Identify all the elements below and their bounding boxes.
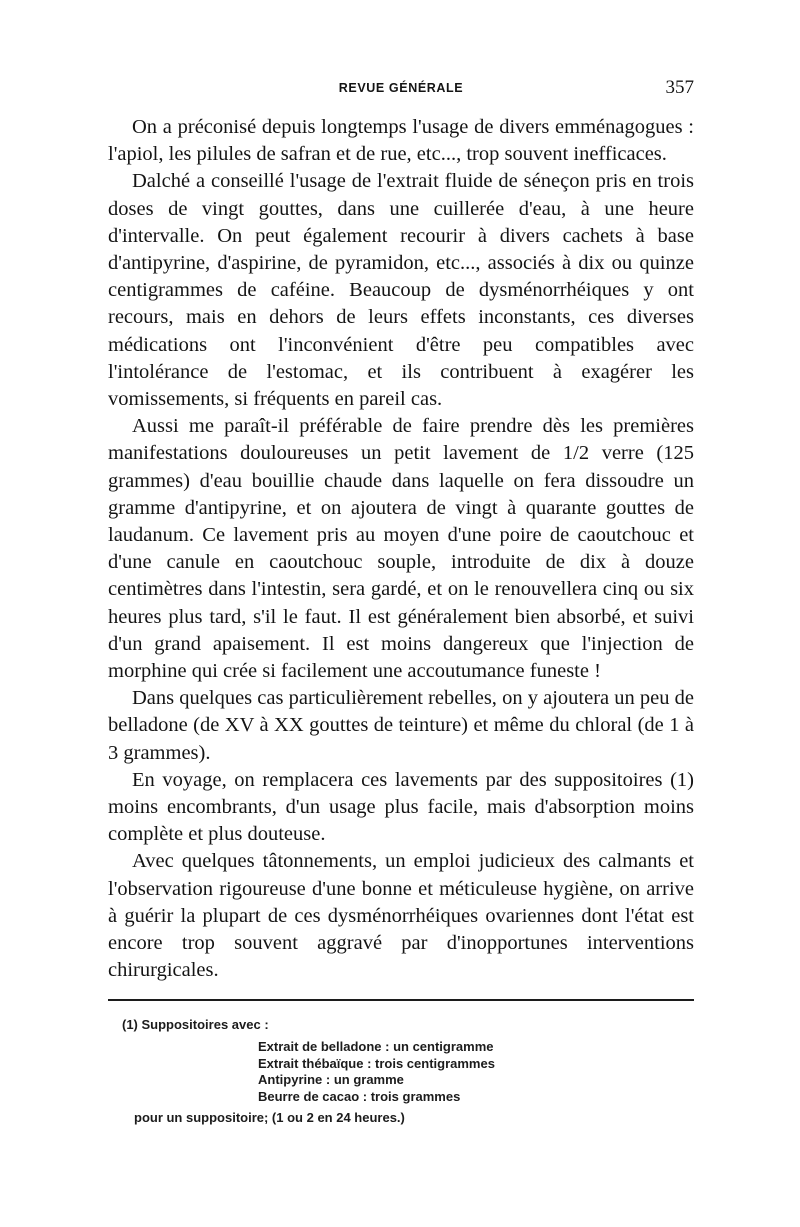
paragraph-belladone: Dans quelques cas particulièrement rebelles, on y ajoutera un peu de belladone (de XV à XX gouttes de teinture) et même du chloral (de 1 à 3 grammes). <box>108 687 694 764</box>
paragraph-voyage: En voyage, on remplacera ces lavements par des suppositoires (1) moins encombrants, d'un usage plus facile, mais d'absorption moins complète et plus douteuse. <box>108 768 694 846</box>
paragraph-lavement: Aussi me paraît-il préférable de faire prendre dès les premières manifestations douloureuses un petit lavement de 1/2 verre (125 grammes) d'eau bouillie chaude dans laquelle on fera dissoudre un gramme d'antipyrine, et on ajoutera de vingt à quarante gouttes de laudanum. Ce lavement pris au moyen d'une poire de caoutchouc et d'une canule en caoutchouc souple, introduite de dix à douze centimètres dans l'intestin, sera gardé, et on le renouvellera cinq ou six heures plus tard, s'il le faut. Il est généralement bien absorbé, et suivi d'un grand apaisement. Il est moins dangereux que l'injection de morphine qui crée si facilement une accoutumance funeste ! <box>108 415 694 683</box>
footnote-ingredient-list <box>258 1039 694 1105</box>
footnote-ingredient: Extrait thébaïque : trois centigrammes <box>258 1055 495 1071</box>
paragraph-dalche: Dalché a conseillé l'usage de l'extrait fluide de séneçon pris en trois doses de vingt gouttes, dans une cuillerée d'eau, à une heure d'intervalle. On peut également recourir à divers cachets à base d'antipyrine, d'aspirine, de pyramidon, etc..., associés à dix ou quinze centigrammes de caféine. Beaucoup de dysménorrhéiques y ont recours, mais en dehors de leurs effets inconstants, ces diverses médications ont l'inconvénient d'être peu compatibles avec l'intolérance de l'estomac, et ils contribuent à exagérer les vomissements, si fréquents en pareil cas. <box>108 170 694 411</box>
running-title: REVUE GÉNÉRALE <box>338 81 464 95</box>
body-text <box>108 114 694 985</box>
page-number: 357 <box>665 77 694 98</box>
footnote-divider <box>108 999 694 1001</box>
footnote-ingredient: Antipyrine : un gramme <box>258 1072 404 1087</box>
footnote-ingredient: Extrait de belladone : un centigramme <box>258 1039 494 1054</box>
page-header <box>108 77 694 101</box>
paragraph-emmenagogues: On a préconisé depuis longtemps l'usage de divers emménagogues : l'apiol, les pilules de safran et de rue, etc..., trop souvent inefficaces. <box>108 116 694 166</box>
footnote <box>108 1016 694 1126</box>
footnote-intro: (1) Suppositoires avec : <box>122 1017 269 1032</box>
footnote-ingredient: Beurre de cacao : trois grammes <box>258 1088 461 1104</box>
footnote-closing: pour un suppositoire; (1 ou 2 en 24 heures.) <box>134 1110 405 1125</box>
paragraph-conclusion: Avec quelques tâtonnements, un emploi judicieux des calmants et l'observation rigoureuse d'une bonne et méticuleuse hygiène, on arrive à guérir la plupart de ces dysménorrhéiques ovariennes dont l'état est encore trop souvent aggravé par d'inopportunes interventions chirurgicales. <box>108 850 694 982</box>
